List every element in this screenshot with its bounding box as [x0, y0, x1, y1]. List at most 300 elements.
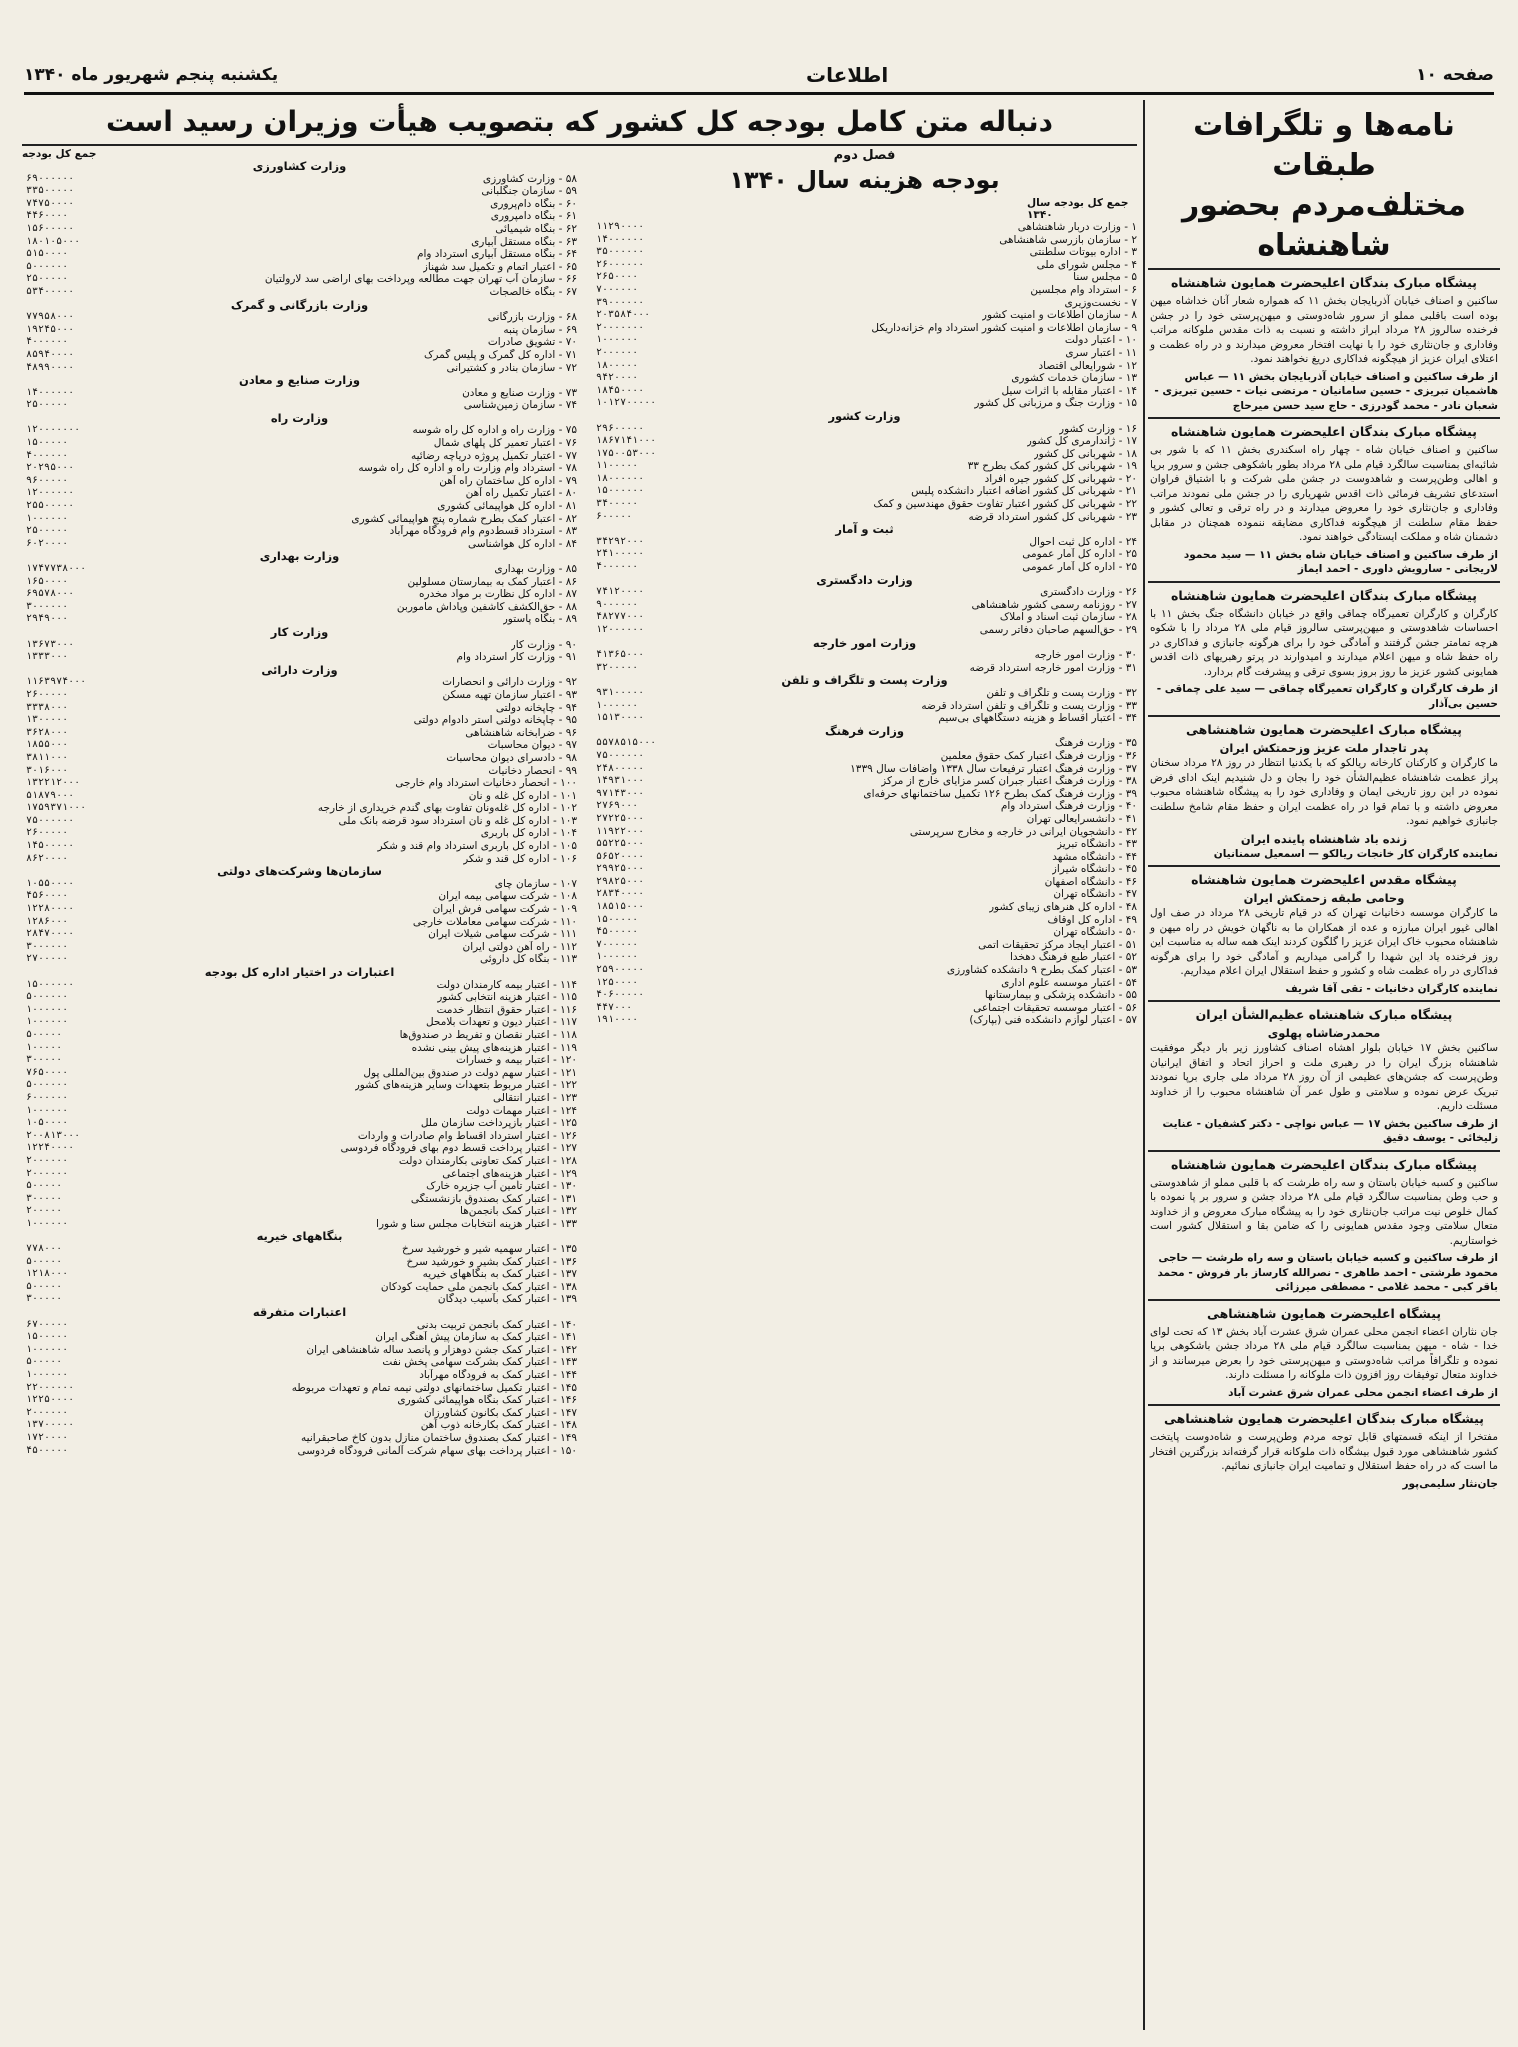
letters-title-line-1: نامه‌ها و تلگرافات طبقات [1193, 108, 1455, 183]
budget-item-label: ۱۲۶ - اعتبار استرداد اقساط وام صادرات و واردات [357, 1129, 577, 1142]
letter-title: پیشگاه مبارک بندگان اعلیحضرت همایون شاهنشاه [1171, 587, 1477, 603]
budget-item-amount: ۱۱۹۲۲۰۰۰ [596, 825, 645, 837]
budget-row [592, 914, 1137, 927]
letter-title: پیشگاه مبارک بندگان اعلیحضرت همایون شاهنشاهی [1164, 1411, 1484, 1426]
budget-item-amount: ۳۰۰۰۰۰ [26, 1054, 63, 1066]
budget-row [592, 737, 1137, 750]
budget-item-amount: ۷۵۰۰۰۰۰۰ [596, 749, 645, 761]
budget-item-label: ۱۰۳ - اداره کل غله و نان استرداد سود قرضه بانک ملی [338, 814, 577, 827]
budget-item-amount: ۳۲۰۰۰۰۰ [596, 661, 639, 673]
budget-item-amount: ۴۸۹۹۰۰۰۰ [26, 361, 75, 373]
budget-item-amount: ۱۰۰۰۰۰۰ [596, 699, 639, 711]
budget-item-amount: ۳۳۵۰۰۰۰۰ [26, 185, 75, 197]
budget-item-label: ۲۴ - اداره کل ثبت احوال [1029, 535, 1137, 548]
budget-item-amount: ۷۷۹۵۸۰۰۰ [26, 311, 75, 323]
budget-item-label: ۱۱۹ - اعتبار هزینه‌های پیش بینی نشده [411, 1041, 577, 1054]
budget-row [22, 1042, 577, 1055]
budget-item-label: ۲۶ - وزارت دادگستری [1040, 586, 1137, 599]
budget-row [22, 827, 577, 840]
budget-item-amount: ۱۳۷۰۰۰۰۰ [26, 1419, 75, 1431]
budget-item-amount: ۲۹۶۰۰۰۰۰ [596, 422, 645, 434]
budget-row [22, 1092, 577, 1105]
budget-item-label: ۱۲۵ - اعتبار بازپرداخت سازمان ملل [420, 1117, 577, 1130]
budget-item-label: ۱۴۶ - اعتبار کمک بنگاه هواپیمائی کشوری [397, 1394, 577, 1407]
budget-item-label: ۱۲۸ - اعتبار کمک تعاونی بکارمندان دولت [398, 1154, 577, 1167]
budget-item-label: ۱۰۲ - اداره کل غله‌ونان تفاوت بهای گندم خریداری از خارجه [317, 802, 577, 815]
budget-item-amount: ۴۰۰۰۰۰۰ [596, 561, 639, 573]
budget-row [22, 1369, 577, 1382]
budget-row [592, 234, 1137, 247]
letter-section [1148, 581, 1500, 716]
budget-item-amount: ۶۷۰۰۰۰۰ [26, 1318, 69, 1330]
budget-row [22, 639, 577, 652]
budget-item-label: ۱۷ - ژاندارمری کل کشور [1026, 435, 1137, 448]
budget-item-label: ۷۵ - وزارت راه و اداره کل راه شوسه [412, 424, 577, 437]
budget-row [22, 261, 577, 274]
budget-row [592, 1014, 1137, 1027]
budget-item-amount: ۶۰۰۰۰۰۰ [26, 1091, 69, 1103]
budget-item-amount: ۹۴۲۰۰۰۰ [596, 372, 639, 384]
budget-item-amount: ۹۰۰۰۰۰۰ [596, 598, 639, 610]
letter-section [1148, 715, 1500, 865]
budget-item-amount: ۲۶۰۰۰۰۰ [26, 827, 69, 839]
budget-item-label: ۶ - استرداد وام مجلسین [1030, 283, 1137, 296]
budget-section-heading: وزارت راه [270, 410, 329, 425]
budget-item-label: ۷۹ - اداره کل ساختمان راه آهن [439, 474, 577, 487]
budget-row [22, 941, 577, 954]
budget-item-label: ۳۰ - وزارت امور خارجه [1034, 649, 1137, 662]
budget-item-amount: ۱۱۶۳۹۷۴۰۰۰ [26, 676, 87, 688]
letter-signature: نماینده کارگران دخانیات - تقی آقا شریف [1285, 982, 1498, 995]
budget-rows-left [22, 160, 577, 2020]
budget-row [22, 1105, 577, 1118]
letter-text: کارگران و کارگران تعمیرگاه چماقی واقع در خیابان دانشگاه جنگ بخش ۱۱ با احساسات شاهدوستی و میهن‌پرستی سالروز قیام ملی ۲۸ مرداد را با شکوه هرچه تمامتر جشن گرفتند و آمادگی خود را برای هرگونه جانبازی و فداکاری در راه حفظ شاه و میهن اعلام میدارند و امیدوارند در پرتو رهبریهای ذات اقدس همایونی کشور عزیز ما روز بروز بسوی ترقی و پیشرفت گام بردارد. [1150, 607, 1499, 678]
budget-section-heading: وزارت پست و تلگراف و تلفن [781, 673, 948, 688]
letter-title: پیشگاه مقدس اعلیحضرت همایون شاهنشاه [1191, 872, 1457, 887]
budget-row [22, 1344, 577, 1357]
letter-signature: از طرف ساکنین و اصناف خیابان شاه بخش ۱۱ — سید محمود لاریجانی - سارویش داوری - احمد ایماز [1183, 548, 1498, 575]
budget-item-label: ۱۴ - اعتبار مقابله با اثرات سیل [1001, 384, 1137, 397]
letter-section [1148, 417, 1500, 581]
budget-item-amount: ۲۴۱۰۰۰۰۰ [596, 548, 645, 560]
budget-section-heading: وزارت فرهنگ [824, 723, 905, 738]
budget-row [592, 700, 1137, 713]
budget-item-label: ۶۵ - اعتبار اتمام و تکمیل سد شهناز [422, 260, 577, 273]
letter-text: ما کارگران و کارکنان کارخانه ریالکو که با یکدنیا انتظار در روز ۲۸ مرداد سخنان پراز عظمت شاهنشاه عظیم‌الشأن خود را بجان و دل شنیدیم اینک ادای فرض نموده در این روز تاریخی ایمان و وفاداری خود را به پیشگاه شاهنشاه محبوب معروض داشته و با تمام قوا در راه عظمت ایران و حفظ مقام شامخ سلطنت جانبازی خواهیم نمود. [1150, 757, 1498, 827]
budget-item-amount: ۲۶۰۰۰۰۰ [26, 688, 69, 700]
letter-text: ساکنین و اصناف خیابان آذربایجان بخش ۱۱ که همواره شعار آنان خداشاه میهن بوده است باقلبی مملو از سرور شاه‌دوستی و میهن‌پرستی خود را در جشن فرخنده سالروز ۲۸ مرداد ابراز داشته و نسبت به ذات مقدس ملوکانه مراتب وفاداری و جان‌نثاری خود را با نهایت افتخار معروض میدارند و در راه عظمت و اعتلای ایران عزیز از هیچگونه فداکاری دریغ نخواهند نمود. [1150, 295, 1498, 365]
budget-item-label: ۱۴۴ - اعتبار کمک به فرودگاه مهرآباد [419, 1369, 577, 1381]
letter-signature: از طرف اعضاء انجمن محلی عمران شرق عشرت آباد [1228, 1386, 1498, 1399]
budget-column-left [22, 148, 577, 2028]
budget-item-label: ۴۸ - اداره کل هنرهای زیبای کشور [988, 901, 1137, 914]
budget-row [22, 777, 577, 790]
budget-item-label: ۹۵ - چاپخانه دولتی استر دادوام دولتی [413, 714, 577, 727]
budget-item-amount: ۱۸۵۱۵۰۰۰ [596, 901, 645, 913]
budget-item-label: ۱۵۰ - اعتبار پرداخت بهای سهام شرکت آلمانی فرودگاه فردوسی [297, 1444, 577, 1457]
budget-row [592, 800, 1137, 813]
lower-area [592, 1168, 1137, 2028]
budget-item-amount: ۱۲۰۰۰۰۰۰۰ [26, 424, 81, 436]
budget-item-label: ۷۳ - وزارت صنایع و معادن [462, 386, 577, 399]
budget-rows-right [592, 221, 1137, 1121]
letter-text: ساکنین و اصناف خیابان شاه - چهار راه اسکندری بخش ۱۱ که با شور بی شائبه‌ای بمناسبت سالگرد قیام ملی ۲۸ مرداد بطور باشکوهی جشن و سرور برپا و اهالی وطن‌پرست و شاهدوست در جشن ملی شرکت و با اشتیاق فراوان استدعای تشریف فرمائی ذات اقدس شهریاری را در جشن ملی نمودند مراتب وفاداری و جان‌نثاری خود را معروض میدارند و در راه ترقی و تعالی کشور و حفظ مقام سلطنت از هیچگونه فداکاری مضایقه ننموده همچنان در مقابل دشمنان شاه و مملکت ایستادگی خواهند نمود. [1150, 444, 1498, 543]
budget-item-amount: ۱۳۲۲۱۲۰۰۰ [26, 777, 81, 789]
budget-item-label: ۸۶ - اعتبار کمک به بیمارستان مسلولین [407, 575, 577, 588]
budget-item-amount: ۶۰۰۰۰۰ [596, 510, 633, 522]
budget-item-amount: ۲۰۰۰۰۰۰ [596, 346, 639, 358]
budget-item-amount: ۲۵۹۰۰۰۰۰ [596, 964, 645, 976]
budget-item-label: ۱۳۳ - اعتبار هزینه انتخابات مجلس سنا و شورا [376, 1217, 577, 1230]
budget-row [22, 273, 577, 286]
budget-item-amount: ۷۴۷۵۰۰۰۰ [26, 197, 75, 209]
budget-item-label: ۵۶ - اعتبار موسسه تحقیقات اجتماعی [973, 1001, 1137, 1014]
budget-item-label: ۵۷ - اعتبار لوازم دانشکده فنی (بپارک) [969, 1014, 1137, 1027]
budget-row [22, 424, 577, 437]
budget-row [592, 473, 1137, 486]
budget-item-amount: ۳۸۱۱۰۰۰ [26, 751, 69, 763]
budget-item-label: ۲۸ - سازمان ثبت اسناد و املاک [999, 611, 1137, 624]
letter-title: پیشگاه اعلیحضرت همایون شاهنشاهی [1206, 1305, 1442, 1321]
budget-row [592, 775, 1137, 788]
budget-item-amount: ۵۰۰۰۰۰۰ [26, 991, 69, 1003]
budget-item-label: ۲۳ - شهربانی کل کشور استرداد قرضه [968, 510, 1137, 523]
budget-item-label: ۸۹ - بنگاه پاستور [502, 613, 577, 626]
budget-item-label: ۶۶ - سازمان آب تهران جهت مطالعه وپرداخت بهای اراضی سد لارولتیان [264, 273, 577, 286]
budget-item-label: ۱ - وزارت دربار شاهنشاهی [1017, 221, 1137, 233]
budget-row [22, 588, 577, 601]
budget-item-label: ۱۰۸ - شرکت سهامی بیمه ایران [438, 890, 577, 903]
budget-item-label: ۱۱۲ - راه آهن دولتی ایران [462, 940, 577, 953]
budget-row [592, 372, 1137, 385]
budget-item-amount: ۳۰۰۰۰۰ [26, 1192, 63, 1204]
budget-item-amount: ۱۵۱۳۰۰۰۰ [596, 712, 645, 724]
budget-item-label: ۵۱ - اعتبار ایجاد مرکز تحقیقات اتمی [978, 938, 1137, 951]
budget-item-amount: ۱۰۵۰۰۰۰ [26, 1117, 69, 1129]
budget-item-amount: ۲۴۸۰۰۰۰۰ [596, 762, 645, 774]
budget-row [592, 813, 1137, 826]
budget-item-amount: ۳۰۱۶۰۰۰ [26, 764, 69, 776]
budget-row [592, 851, 1137, 864]
budget-row [22, 802, 577, 815]
budget-item-amount: ۳۴۰۰۰۰۰ [596, 498, 639, 510]
budget-item-amount: ۱۲۰۰۰۰۰۰ [596, 624, 645, 635]
budget-item-amount: ۵۰۰۰۰۰ [26, 1255, 63, 1267]
budget-item-amount: ۲۰۳۵۸۴۰۰۰ [596, 309, 651, 321]
budget-row [22, 487, 577, 500]
budget-item-label: ۴۰ - وزارت فرهنگ استرداد وام [1000, 800, 1137, 813]
budget-row [22, 210, 577, 223]
budget-item-label: ۶۲ - بنگاه شیمیائی [495, 222, 577, 235]
budget-item-label: ۲۵ - اداره کل آمار عمومی [1022, 561, 1137, 574]
budget-item-label: ۱۰۴ - اداره کل باربری [480, 827, 577, 840]
budget-item-label: ۷۱ - اداره کل گمرک و پلیس گمرک [423, 348, 577, 361]
budget-row [592, 926, 1137, 939]
budget-item-label: ۱۴۰ - اعتبار کمک بانجمن تربیت بدنی [416, 1318, 577, 1331]
budget-item-label: ۱۳۰ - اعتبار تأمین آب جزیره خارک [426, 1180, 577, 1193]
budget-item-label: ۸۱ - اداره کل هواپیمائی کشوری [437, 500, 577, 513]
budget-title: دنباله متن کامل بودجه کل کشور که بتصویب هیأت وزیران رسید است [22, 100, 1137, 146]
letter-text: ساکنین و کسبه خیابان باستان و سه راه طرشت که با قلبی مملو از شاهدوستی و حب وطن بمناسبت سالگرد قیام ملی ۲۸ مرداد جشن و سرور بر پا نموده با کمال خلوص نیت مراتب جان‌نثاری خود را به پیشگاه مبارک معروض و از خداوند متعال سلامتی وجود مقدس همایونی را که ضامن بقا و استقلال کشور است خواستاریم. [1150, 1176, 1498, 1247]
budget-row [22, 1130, 577, 1143]
budget-subtitle: بودجه هزینه سال ۱۳۴۰ [729, 166, 1000, 194]
budget-item-amount: ۲۲۰۰۰۰۰۰ [26, 1381, 75, 1393]
budget-item-label: ۱۲۲ - اعتبار مربوط بتعهدات وسایر هزینه‌های کشور [354, 1079, 577, 1092]
budget-item-label: ۳۳ - وزارت پست و تلگراف و تلفن استرداد قرضه [921, 699, 1137, 712]
budget-item-label: ۹۲ - وزارت دارائی و انحصارات [442, 676, 577, 689]
budget-section-heading: وزارت کشور [828, 408, 901, 423]
budget-item-amount: ۴۰۶۰۰۰۰۰ [596, 989, 645, 1001]
budget-item-label: ۹۰ - وزارت کار [510, 638, 577, 651]
budget-item-amount: ۱۲۵۰۰۰۰ [596, 976, 639, 988]
budget-item-label: ۱۱۰ - شرکت سهامی معاملات خارجی [412, 915, 577, 928]
page-number: صفحه ۱۰ [1416, 65, 1494, 85]
budget-item-amount: ۱۷۴۷۷۳۸۰۰۰ [26, 563, 87, 574]
budget-item-amount: ۱۷۲۰۰۰۰ [26, 1431, 69, 1443]
budget-row [22, 462, 577, 475]
budget-item-label: ۵۸ - وزارت کشاورزی [482, 172, 577, 185]
letter-slogan: زنده باد شاهنشاه پاینده ایران [1240, 831, 1408, 846]
budget-row [22, 387, 577, 400]
budget-row [22, 248, 577, 261]
budget-row [22, 815, 577, 828]
budget-item-amount: ۵۱۵۰۰۰۰ [26, 248, 69, 260]
budget-item-amount: ۵۳۴۰۰۰۰۰ [26, 285, 75, 297]
budget-chapter: فصل دوم [833, 148, 896, 163]
budget-item-label: ۱۳ - سازمان خدمات کشوری [1011, 372, 1137, 385]
budget-item-amount: ۲۰۰۰۰۰۰ [26, 1406, 69, 1418]
budget-row [592, 221, 1137, 234]
budget-row [22, 185, 577, 198]
budget-item-amount: ۱۵۶۰۰۰۰۰ [26, 222, 75, 234]
budget-item-amount: ۲۹۸۲۵۰۰۰ [596, 875, 645, 887]
budget-item-label: ۱۹ - شهربانی کل کشور کمک بطرح ۳۳ [967, 460, 1137, 473]
budget-row [22, 1382, 577, 1395]
budget-item-amount: ۱۸۰۰۰۰۰۰ [596, 472, 645, 484]
budget-row [22, 1281, 577, 1294]
budget-row [22, 928, 577, 941]
budget-item-label: ۱۴۳ - اعتبار کمک بشرکت سهامی پخش نفت [382, 1356, 577, 1369]
budget-row [22, 1029, 577, 1042]
budget-item-label: ۸۲ - اعتبار کمک بطرح شماره پنج هواپیمائی کشوری [351, 512, 577, 525]
budget-item-label: ۳ - اداره بیوتات سلطنتی [1029, 246, 1137, 259]
budget-item-amount: ۵۰۰۰۰۰۰ [26, 260, 69, 272]
budget-item-amount: ۲۰۲۹۵۰۰۰ [26, 462, 75, 474]
budget-row [22, 689, 577, 702]
budget-item-label: ۷۸ - استرداد وام وزارت راه و اداره کل راه شوسه [358, 462, 577, 475]
budget-row [592, 763, 1137, 776]
letter-section [1148, 865, 1500, 1000]
budget-row [22, 840, 577, 853]
letter-title: پیشگاه مبارک بندگان اعلیحضرت همایون شاهنشاه [1171, 1156, 1477, 1172]
budget-item-amount: ۱۲۲۸۰۰۰۰ [26, 903, 75, 915]
letters-title-line-2: مختلف‌مردم بحضور شاهنشاه [1181, 188, 1466, 263]
budget-item-label: ۷۷ - اعتبار تکمیل پروژه دریاچه رضائیه [410, 449, 577, 462]
budget-item-label: ۱۱۴ - اعتبار بیمه کارمندان دولت [436, 978, 577, 991]
budget-item-amount: ۵۱۸۷۹۰۰۰ [26, 789, 75, 801]
budget-row [22, 890, 577, 903]
budget-row [22, 765, 577, 778]
budget-item-amount: ۳۰۰۰۰۰۰ [26, 940, 69, 952]
letter-section [1148, 268, 1500, 417]
budget-row [22, 1256, 577, 1269]
budget-item-amount: ۵۰۰۰۰۰ [26, 1280, 63, 1292]
budget-item-label: ۱۰۱ - اداره کل غله و نان [468, 789, 577, 802]
budget-item-amount: ۴۴۶۰۰۰۰ [26, 210, 69, 222]
budget-item-amount: ۹۳۱۰۰۰۰۰ [596, 686, 645, 698]
letter-signature: از طرف ساکنین و کسبه خیابان باستان و سه راه طرشت — حاجی محمود طرشتی - احمد طاهری - نصرالله کارساز بار فروش - محمد باقر کبی - محمد غلامی - مصطفی میرزائی [1157, 1252, 1498, 1293]
budget-item-amount: ۱۴۵۰۰۰۰۰ [26, 840, 75, 852]
budget-item-label: ۱۳۸ - اعتبار کمک بانجمن ملی حمایت کودکان [380, 1280, 577, 1293]
budget-row [22, 979, 577, 992]
budget-row [592, 826, 1137, 839]
budget-item-label: ۹۱ - وزارت کار استرداد وام [456, 651, 577, 664]
letter-section [1148, 1000, 1500, 1150]
budget-item-label: ۴۲ - دانشجویان ایرانی در خارجه و مخارج سرپرستی [909, 825, 1137, 838]
budget-item-amount: ۳۳۳۸۰۰۰ [26, 701, 69, 713]
budget-item-amount: ۱۰۰۰۰۰۰ [596, 951, 639, 963]
budget-item-label: ۱۴۵ - اعتبار تکمیل ساختمانهای دولتی نیمه تمام و تعهدات مربوطه [291, 1381, 577, 1394]
budget-item-label: ۹ - سازمان اطلاعات و امنیت کشور استرداد وام خزانه‌داریکل [871, 321, 1137, 334]
budget-item-amount: ۱۸۴۵۰۰۰۰ [596, 384, 645, 396]
budget-row [592, 939, 1137, 952]
budget-item-label: ۳۱ - وزارت امور خارجه استرداد قرضه [969, 661, 1137, 674]
budget-item-amount: ۱۹۱۰۰۰۰ [596, 1014, 639, 1026]
budget-item-label: ۱۰۰ - انحصار دخانیات استرداد وام خارجی [395, 777, 577, 790]
budget-row [592, 536, 1137, 549]
budget-item-amount: ۴۰۰۰۰۰۰ [26, 336, 69, 348]
budget-item-amount: ۲۰۰۸۱۳۰۰۰ [26, 1129, 81, 1141]
budget-row [22, 223, 577, 236]
budget-item-amount: ۴۵۰۰۰۰۰ [596, 926, 639, 938]
budget-item-label: ۱۱۵ - اعتبار هزینه انتخابی کشور [437, 991, 577, 1004]
budget-item-label: ۱۱ - اعتبار سری [1065, 346, 1137, 359]
budget-row [22, 324, 577, 337]
budget-row [592, 297, 1137, 310]
budget-row [22, 525, 577, 538]
budget-row [22, 1054, 577, 1067]
budget-item-amount: ۲۵۰۰۰۰۰ [26, 273, 69, 285]
budget-row [22, 1193, 577, 1206]
budget-item-label: ۴۵ - دانشگاه شیراز [1051, 863, 1137, 876]
budget-item-label: ۱۴۱ - اعتبار کمک به سازمان پیش آهنگی ایران [375, 1331, 577, 1344]
budget-item-label: ۱۳۵ - اعتبار سهمیه شیر و خورشید سرخ [401, 1243, 577, 1256]
budget-item-amount: ۳۰۰۰۰۰۰ [26, 600, 69, 612]
budget-row [22, 475, 577, 488]
budget-row [22, 1268, 577, 1281]
budget-row [592, 599, 1137, 612]
budget-row [22, 1445, 577, 1458]
budget-row [592, 498, 1137, 511]
budget-item-label: ۵۳ - اعتبار کمک بطرح ۹ دانشکده کشاورزی [946, 964, 1137, 977]
budget-item-amount: ۴۵۶۰۰۰۰ [26, 890, 69, 902]
budget-section-heading: وزارت بازرگانی و گمرک [230, 297, 369, 312]
budget-item-amount: ۵۰۰۰۰۰ [26, 1180, 63, 1192]
budget-item-amount: ۱۰۰۰۰۰ [26, 1041, 63, 1053]
budget-item-label: ۱۲۱ - اعتبار سهم دولت در صندوق بین‌المللی پول [363, 1066, 577, 1079]
budget-col-header: جمع کل بودجه سال ۱۳۴۰ [1027, 197, 1129, 221]
budget-item-label: ۱۱۶ - اعتبار حقوق انتظار خدمت [436, 1003, 577, 1016]
budget-row [22, 500, 577, 513]
budget-row [22, 878, 577, 891]
budget-section-heading: وزارت دارائی [261, 662, 338, 677]
letter-text: ساکنین بخش ۱۷ خیابان بلوار اهشاه اصناف کشاورز زیر بار دیگر موفقیت شاهنشاه بزرگ ایران را در رهبری ملت و احراز اتحاد و اتفاق ایرانیان وطن‌پرست که جشن‌های عظیمی از آن روز ۲۸ مرداد ملی جاری برپا نمودند تبریک عرض نموده و سلامتی و طول عمر آن شاهنشاه محبوب را از خداوند مسئلت داریم. [1150, 1042, 1499, 1112]
budget-col-header-left: جمع کل بودجه [22, 148, 97, 160]
budget-item-label: ۱۰۹ - شرکت سهامی فرش ایران [432, 903, 577, 916]
budget-row [22, 1419, 577, 1432]
budget-row [22, 1142, 577, 1155]
letter-subtitle: محمدرضاشاه پهلوی [1267, 1026, 1381, 1040]
budget-item-amount: ۱۸۰۱۰۵۰۰۰ [26, 235, 81, 247]
budget-row [22, 450, 577, 463]
budget-row [22, 1079, 577, 1092]
budget-item-label: ۶۴ - بنگاه مستقل آبیاری استرداد وام [416, 248, 577, 261]
budget-item-label: ۵۲ - اعتبار طبع فرهنگ دهخدا [1010, 951, 1137, 964]
budget-row [22, 1168, 577, 1181]
budget-row [22, 513, 577, 526]
budget-item-label: ۱۰۷ - سازمان چای [494, 877, 577, 890]
budget-item-label: ۳۷ - وزارت فرهنگ اعتبار ترفیعات سال ۱۳۳۸ واضافات سال ۱۳۳۹ [850, 762, 1137, 775]
budget-item-amount: ۳۹۰۰۰۰۰۰ [596, 296, 645, 308]
budget-item-label: ۹۴ - چاپخانه دولتی [495, 701, 577, 714]
budget-row [22, 349, 577, 362]
budget-row [22, 601, 577, 614]
budget-row [22, 790, 577, 803]
budget-row [22, 336, 577, 349]
budget-article [22, 100, 1137, 2030]
budget-item-label: ۱۱۷ - اعتبار دیون و تعهدات بلامحل [425, 1016, 577, 1029]
budget-row [592, 309, 1137, 322]
budget-item-amount: ۱۰۰۰۰۰۰ [596, 334, 639, 346]
budget-item-label: ۲۵ - اداره کل آمار عمومی [1022, 548, 1137, 561]
budget-item-label: ۵۴ - اعتبار موسسه علوم اداری [1001, 976, 1137, 989]
budget-item-label: ۱۴۲ - اعتبار کمک جشن دوهزار و پانصد ساله شاهنشاهی ایران [306, 1343, 577, 1356]
budget-section-heading: وزارت بهداری [259, 549, 340, 564]
budget-item-label: ۵ - مجلس سنا [1073, 271, 1137, 284]
budget-row [22, 1180, 577, 1193]
budget-row [592, 951, 1137, 964]
budget-item-amount: ۷۷۸۰۰۰ [26, 1243, 63, 1255]
budget-item-label: ۳۹ - وزارت فرهنگ کمک بطرح ۱۲۶ تکمیل ساختمانهای حرفه‌ای [863, 787, 1137, 800]
budget-row [22, 399, 577, 412]
letter-section [1148, 1299, 1500, 1405]
budget-item-label: ۲۲ - شهربانی کل کشور اعتبار تفاوت حقوق مهندسین و کمک [873, 498, 1137, 511]
budget-item-amount: ۳۵۰۰۰۰۰۰ [596, 246, 645, 258]
budget-item-amount: ۵۰۰۰۰۰ [26, 1028, 63, 1040]
budget-item-label: ۱۲۹ - اعتبار هزینه‌های اجتماعی [442, 1167, 577, 1180]
budget-item-label: ۱۳۷ - اعتبار کمک به بنگاههای خیریه [422, 1268, 577, 1281]
budget-row [592, 977, 1137, 990]
budget-row [22, 173, 577, 186]
budget-row [592, 385, 1137, 398]
budget-item-amount: ۱۸۰۰۰۰۰ [596, 359, 639, 371]
budget-item-amount: ۱۵۰۰۰۰۰ [596, 913, 639, 925]
letters-list [1148, 268, 1500, 1495]
budget-item-amount: ۱۳۳۳۰۰۰ [26, 651, 69, 663]
budget-item-label: ۹۳ - اعتبار سازمان تهیه مسکن [442, 688, 577, 701]
letter-signature: از طرف ساکنین و اصناف خیابان آذربایجان بخش ۱۱ — عباس هاشمیان تبریزی - حسین سامانیان - مرتضی نیات - حسین تبریزی - شعبان نادر - محمد گودرزی - حاج سید حسن میرحاج [1154, 370, 1498, 412]
budget-row [592, 271, 1137, 284]
budget-row [22, 1319, 577, 1332]
budget-item-amount: ۲۰۰۰۰۰۰۰ [596, 321, 645, 333]
budget-row [592, 246, 1137, 259]
budget-item-label: ۱۲۴ - اعتبار مهمات دولت [466, 1104, 577, 1117]
budget-item-amount: ۱۰۵۵۰۰۰۰ [26, 877, 75, 889]
budget-row [22, 1004, 577, 1017]
budget-item-label: ۶۱ - بنگاه دامپروری [490, 210, 577, 223]
budget-item-label: ۲۰ - شهربانی کل کشور جیره افراد [984, 472, 1137, 485]
budget-row [22, 1117, 577, 1130]
